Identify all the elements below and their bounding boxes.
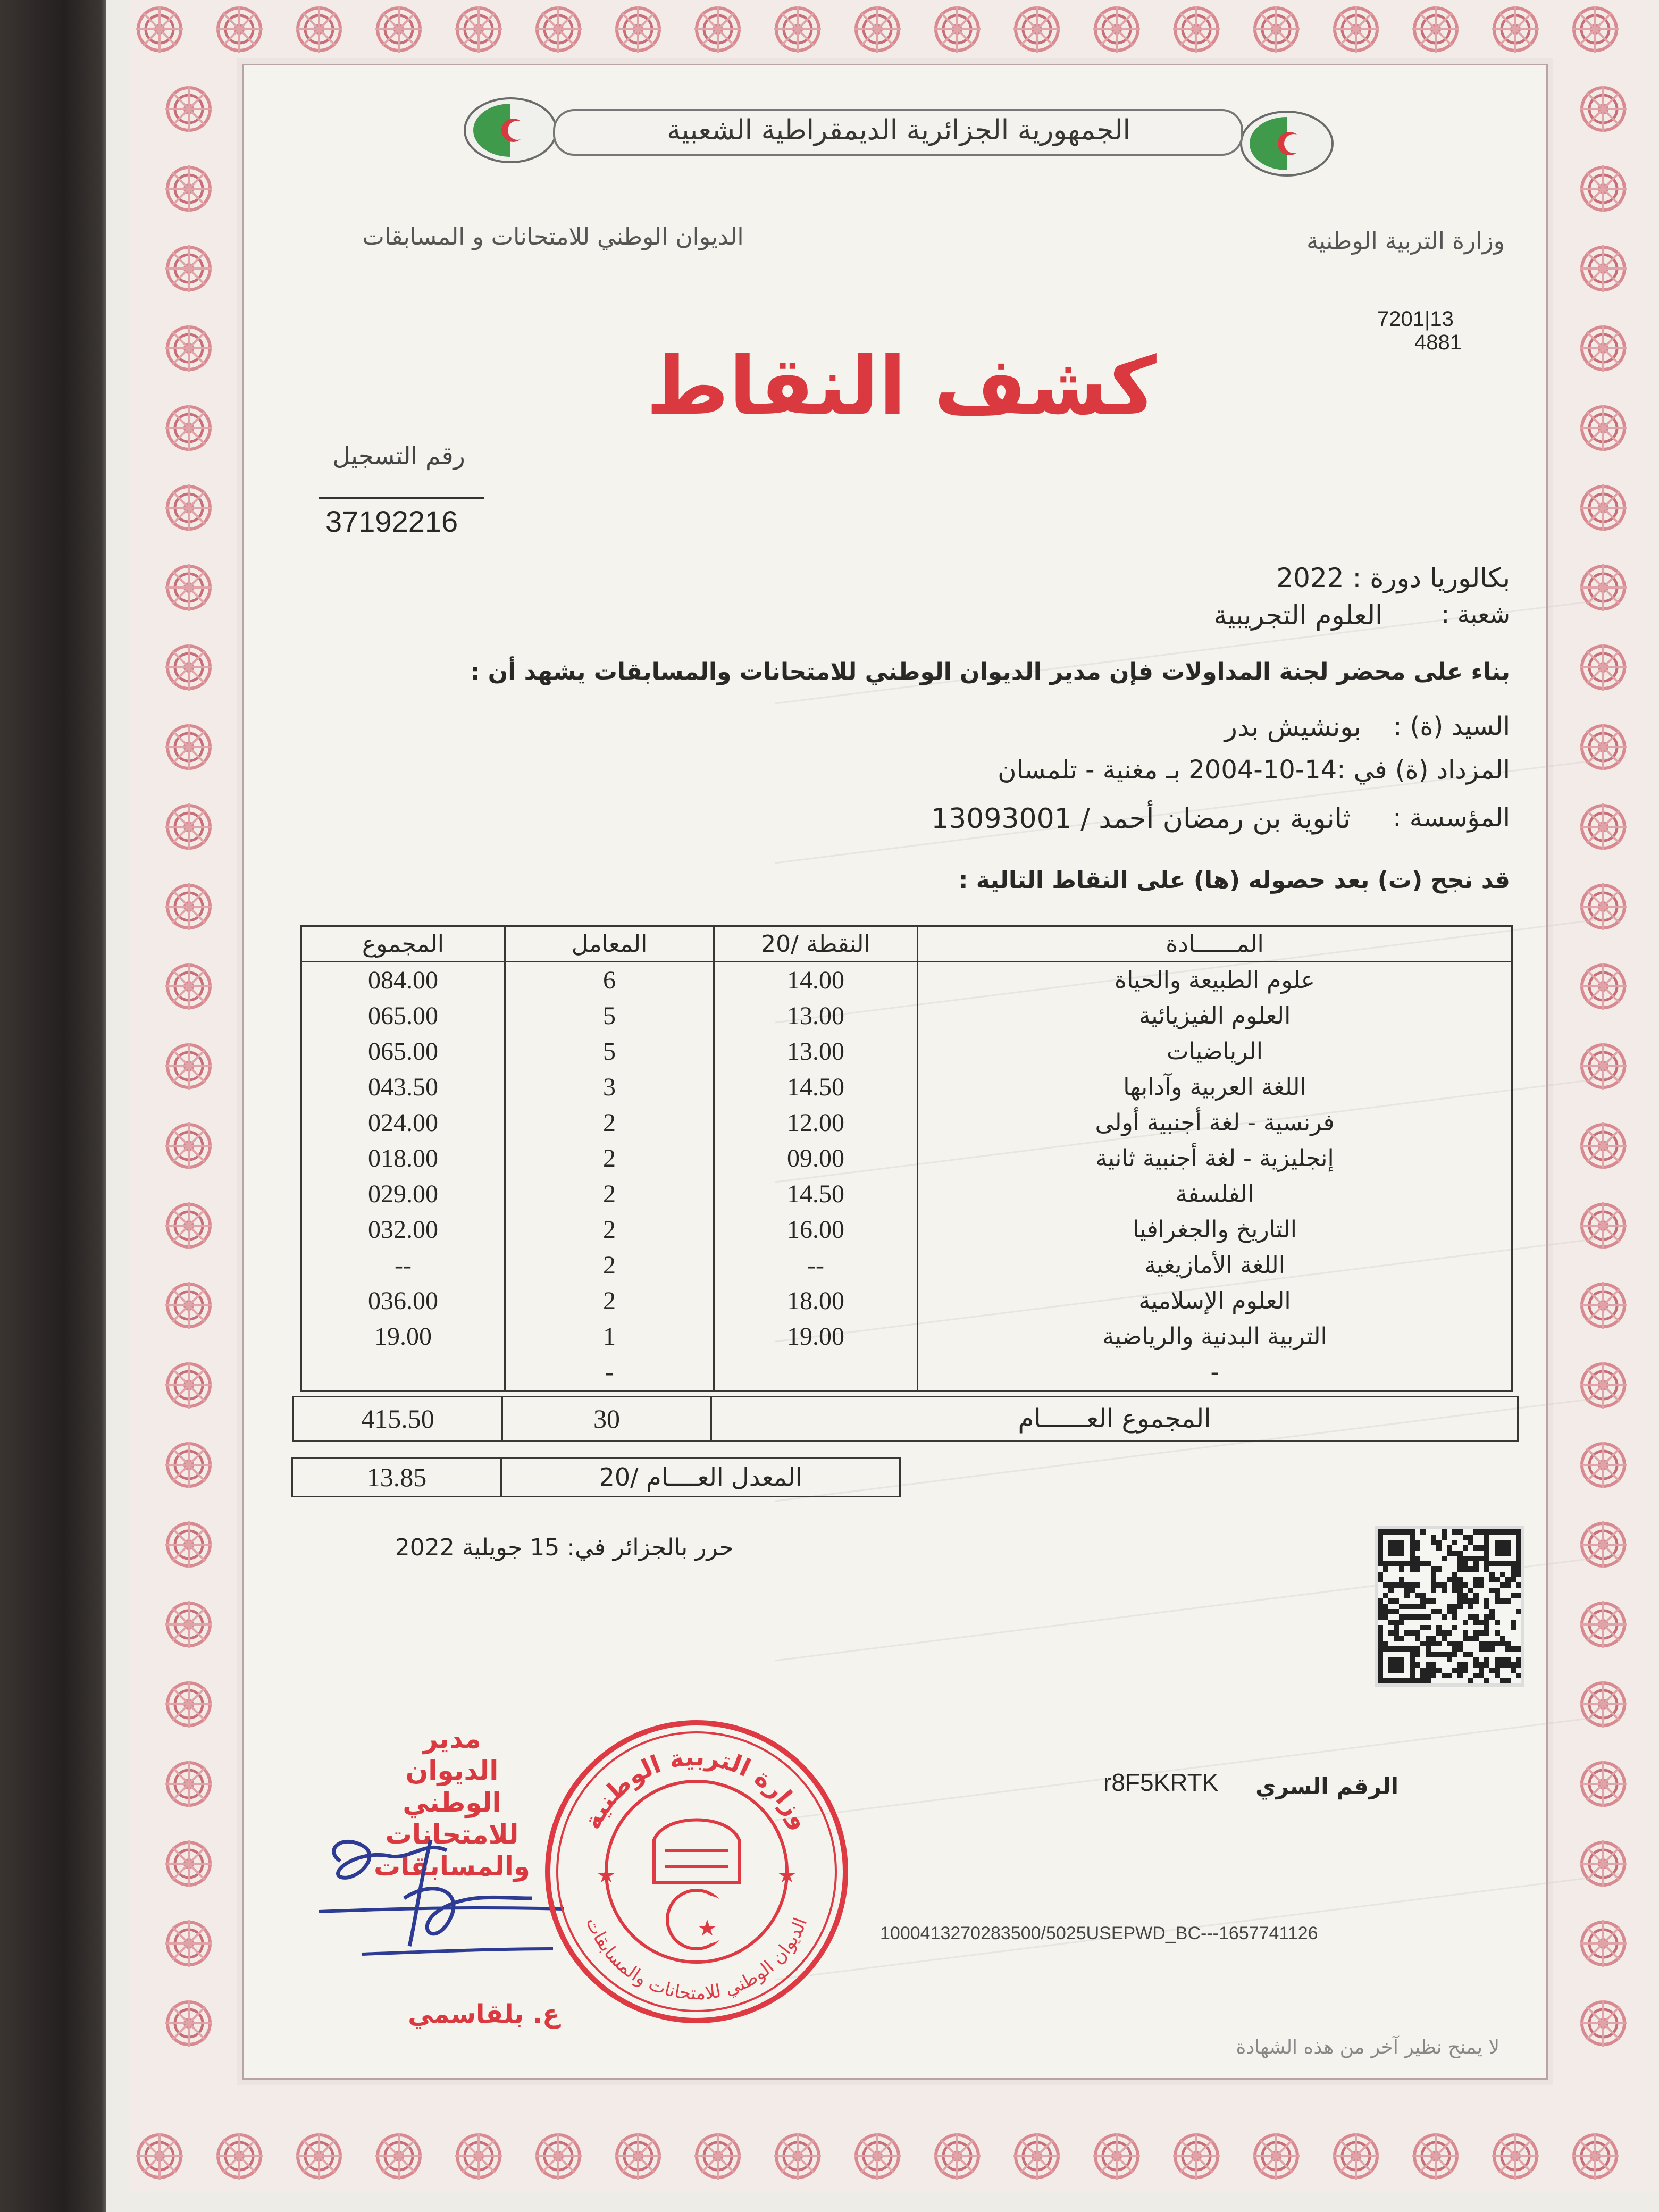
table-row <box>301 1069 1512 1105</box>
cell-total: 036.00 <box>301 1283 505 1319</box>
cell-total: -- <box>301 1247 505 1283</box>
issue-date: حرر بالجزائر في: 15 جويلية 2022 <box>395 1534 734 1561</box>
header-grade: النقطة /20 <box>714 926 918 962</box>
result-statement: قد نجح (ت) بعد حصوله (ها) على النقاط التالية : <box>958 867 1510 894</box>
table-row <box>301 1247 1512 1283</box>
cell-total: 043.50 <box>301 1069 505 1105</box>
cell-grade: 14.50 <box>714 1069 918 1105</box>
cell-coefficient: 5 <box>505 1034 714 1069</box>
header-coefficient: المعامل <box>505 926 714 962</box>
table-header-row <box>301 926 1512 962</box>
cell-grade: 19.00 <box>714 1319 918 1354</box>
average-value: 13.85 <box>293 1459 502 1496</box>
qr-code <box>1375 1526 1524 1687</box>
cell-grade: -- <box>714 1247 918 1283</box>
document-title: كشف النقاط <box>646 340 1157 433</box>
deliberation-statement: بناء على محضر لجنة المداولات فإن مدير الديوان الوطني للامتحانات والمسابقات يشهد أن : <box>470 658 1510 685</box>
cell-subject: اللغة العربية وآدابها <box>918 1069 1512 1105</box>
header-total: المجموع <box>301 926 505 962</box>
exam-session: بكالوريا دورة : 2022 <box>1276 563 1510 593</box>
registration-label: رقم التسجيل <box>332 441 465 470</box>
cell-grade <box>714 1354 918 1391</box>
reference-number: 7201|13 <box>1377 307 1454 331</box>
signature-title-line-3: للامتحانات <box>385 1819 519 1850</box>
cell-subject: إنجليزية - لغة أجنبية ثانية <box>918 1141 1512 1176</box>
cell-coefficient: 6 <box>505 962 714 999</box>
cell-subject: علوم الطبيعة والحياة <box>918 962 1512 999</box>
official-stamp <box>532 1707 861 2037</box>
office-name: الديوان الوطني للامتحانات و المسابقات <box>362 223 744 250</box>
secret-number-label: الرقم السري <box>1255 1773 1398 1799</box>
cell-total: 032.00 <box>301 1212 505 1247</box>
table-row <box>301 1354 1512 1391</box>
cell-coefficient: 3 <box>505 1069 714 1105</box>
cell-coefficient: - <box>505 1354 714 1391</box>
cell-total: 065.00 <box>301 1034 505 1069</box>
table-row <box>301 1034 1512 1069</box>
cell-grade: 12.00 <box>714 1105 918 1141</box>
cell-total: 084.00 <box>301 962 505 999</box>
branch-label: شعبة : <box>1441 600 1510 629</box>
signature-title-line-1: مدير <box>423 1723 481 1754</box>
cell-coefficient: 5 <box>505 998 714 1034</box>
general-total-value: 415.50 <box>294 1397 503 1440</box>
table-row <box>301 1105 1512 1141</box>
cell-subject: الرياضيات <box>918 1034 1512 1069</box>
signatory-name: ع. بلقاسمي <box>408 1999 560 2029</box>
cell-grade: 18.00 <box>714 1283 918 1319</box>
table-row <box>301 962 1512 999</box>
cell-grade: 13.00 <box>714 998 918 1034</box>
cell-grade: 14.50 <box>714 1176 918 1212</box>
registration-number: 37192216 <box>325 505 458 538</box>
cell-total: 19.00 <box>301 1319 505 1354</box>
table-row <box>301 1212 1512 1247</box>
cell-subject: العلوم الفيزيائية <box>918 998 1512 1034</box>
cell-coefficient: 2 <box>505 1247 714 1283</box>
cell-total <box>301 1354 505 1391</box>
table-row <box>301 1319 1512 1354</box>
general-total-row <box>292 1396 1519 1442</box>
average-label: المعدل العــــام /20 <box>599 1463 802 1492</box>
cell-subject: الفلسفة <box>918 1176 1512 1212</box>
table-row <box>301 998 1512 1034</box>
cell-coefficient: 2 <box>505 1212 714 1247</box>
footer-note: لا يمنح نظير آخر من هذه الشهادة <box>1236 2037 1499 2058</box>
secret-number: r8F5KRTK <box>1103 1769 1219 1796</box>
cell-subject: اللغة الأمازيغية <box>918 1247 1512 1283</box>
table-row <box>301 1283 1512 1319</box>
cell-subject: التاريخ والجغرافيا <box>918 1212 1512 1247</box>
cell-total: 065.00 <box>301 998 505 1034</box>
cell-coefficient: 2 <box>505 1283 714 1319</box>
cell-total: 024.00 <box>301 1105 505 1141</box>
average-row <box>291 1457 901 1497</box>
cell-coefficient: 2 <box>505 1176 714 1212</box>
cell-grade: 16.00 <box>714 1212 918 1247</box>
republic-name: الجمهورية الجزائرية الديمقراطية الشعبية <box>667 114 1130 146</box>
cell-total: 018.00 <box>301 1141 505 1176</box>
stamp-outer-text: وزارة التربية الوطنية <box>577 1742 816 1834</box>
school-label: المؤسسة : <box>1393 803 1510 833</box>
reference-subnumber: 4881 <box>1414 331 1462 354</box>
general-total-coefficient: 30 <box>503 1397 712 1440</box>
branch-value: العلوم التجريبية <box>1213 600 1382 631</box>
ministry-name: وزارة التربية الوطنية <box>1306 228 1505 255</box>
student-name: بونشيش بدر <box>1224 711 1361 742</box>
cell-subject: فرنسية - لغة أجنبية أولى <box>918 1105 1512 1141</box>
cell-coefficient: 2 <box>505 1105 714 1141</box>
cell-subject: العلوم الإسلامية <box>918 1283 1512 1319</box>
header-subject: المــــــادة <box>918 926 1512 962</box>
general-total-label: المجموع العــــــام <box>1018 1404 1211 1434</box>
cell-grade: 13.00 <box>714 1034 918 1069</box>
algeria-flag-seal-right <box>1239 109 1335 178</box>
signature-title-line-2: الديوان الوطني <box>403 1755 501 1818</box>
registration-underline <box>319 497 484 499</box>
cell-subject: - <box>918 1354 1512 1391</box>
cell-total: 029.00 <box>301 1176 505 1212</box>
table-row <box>301 1176 1512 1212</box>
cell-grade: 14.00 <box>714 962 918 999</box>
tracking-code: 1000413270283500/5025USEPWD_BC---1657741126 <box>880 1923 1318 1943</box>
algeria-flag-seal-left <box>463 96 558 165</box>
student-birth: المزداد (ة) في :14-10-2004 بـ مغنية - تلمسان <box>998 755 1510 785</box>
cell-coefficient: 1 <box>505 1319 714 1354</box>
cell-coefficient: 2 <box>505 1141 714 1176</box>
student-name-label: السيد (ة) : <box>1393 711 1510 741</box>
cell-subject: التربية البدنية والرياضية <box>918 1319 1512 1354</box>
signature-title-line-4: والمسابقات <box>374 1851 530 1882</box>
stamp-inner-text: الديوان الوطني للامتحانات والمسابقات <box>581 1914 812 2005</box>
grades-table <box>300 925 1513 1392</box>
cell-grade: 09.00 <box>714 1141 918 1176</box>
school-value: ثانوية بن رمضان أحمد / 13093001 <box>931 803 1351 835</box>
table-row <box>301 1141 1512 1176</box>
